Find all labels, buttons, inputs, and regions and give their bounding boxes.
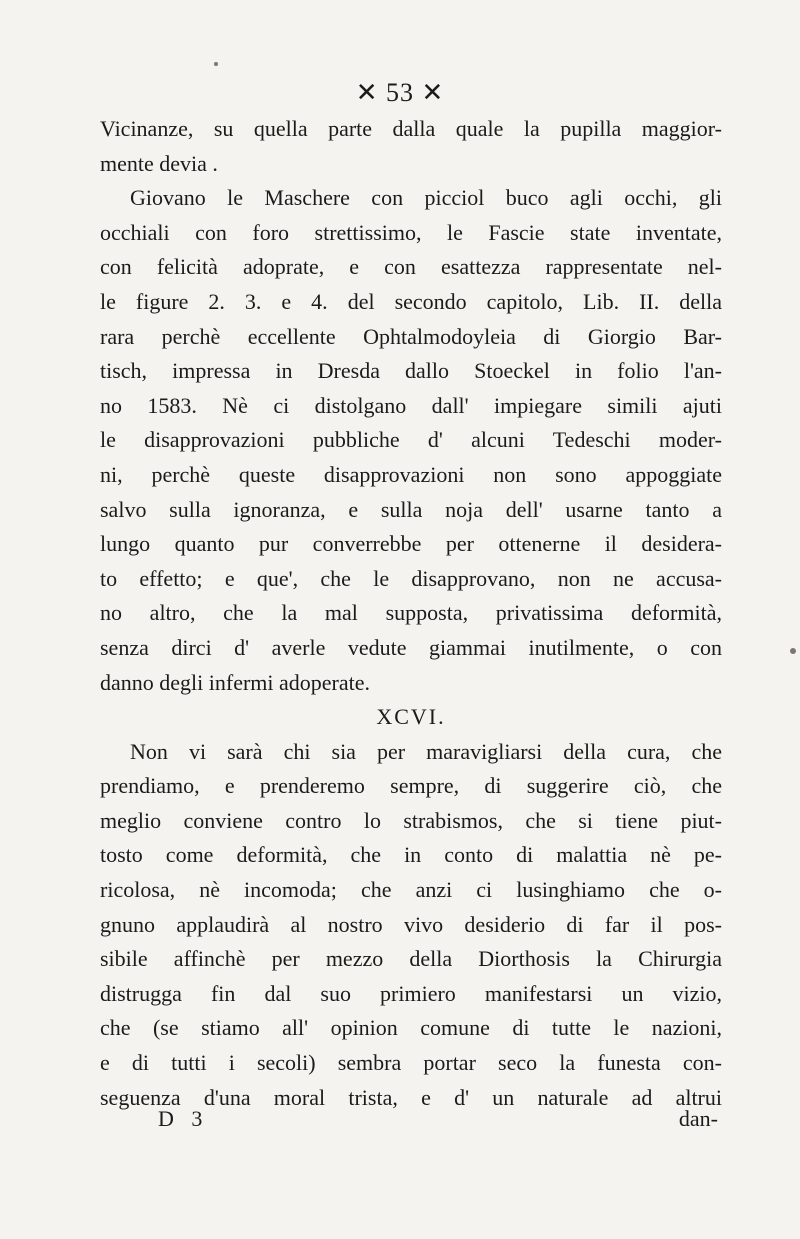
catchword: dan- <box>678 1106 718 1131</box>
text-line: ricolosa, nè incomoda; che anzi ci lusinghiamo che o- <box>100 877 722 903</box>
text-line: Giovano le Maschere con picciol buco agli occhi, gli <box>130 185 722 211</box>
text-line: le disapprovazioni pubbliche d' alcuni Tedeschi moder- <box>100 427 722 453</box>
text-line: rara perchè eccellente Ophtalmodoyleia di Giorgio Bar- <box>100 323 722 349</box>
text-line: occhiali con foro strettissimo, le Fascie state inventate, <box>100 219 722 245</box>
text-line: ni, perchè queste disapprovazioni non sono appoggiate <box>100 461 722 487</box>
text-line: salvo sulla ignoranza, e sulla noja dell' usarne tanto a <box>100 496 722 522</box>
text-line: sibile affinchè per mezzo della Diorthosis la Chirurgia <box>100 946 722 972</box>
text-line: danno degli infermi adoperate. <box>100 669 371 695</box>
text-line: Non vi sarà chi sia per maravigliarsi della cura, che <box>130 738 722 764</box>
text-line: tisch, impressa in Dresda dallo Stoeckel in folio l'an- <box>100 358 722 384</box>
text-line: distrugga fin dal suo primiero manifestarsi un vizio, <box>100 980 722 1006</box>
page-header: ✕ 53 ✕ <box>355 78 445 107</box>
paper-spot <box>214 62 218 66</box>
page-footer <box>100 1106 722 1140</box>
paper-spot <box>790 648 796 654</box>
text-line: gnuno applaudirà al nostro vivo desiderio di far il pos- <box>100 911 722 937</box>
text-line: le figure 2. 3. e 4. del secondo capitolo, Lib. II. della <box>100 288 722 314</box>
text-line: con felicità adoprate, e con esattezza rappresentate nel- <box>100 254 722 280</box>
text-line: no 1583. Nè ci distolgano dall' impiegare simili ajuti <box>100 392 722 418</box>
signature-mark: D 3 <box>158 1106 209 1131</box>
section-heading: XCVI. <box>376 704 446 730</box>
text-line: e di tutti i secoli) sembra portar seco la funesta con- <box>100 1050 722 1076</box>
body-text <box>100 112 722 1115</box>
text-line: lungo quanto pur converrebbe per ottenerne il desidera- <box>100 531 722 557</box>
text-line: che (se stiamo all' opinion comune di tutte le nazioni, <box>100 1015 722 1041</box>
text-line: mente devia . <box>100 150 218 176</box>
text-line: Vicinanze, su quella parte dalla quale la pupilla maggior- <box>100 116 722 141</box>
text-line: no altro, che la mal supposta, privatissima deformità, <box>100 600 722 626</box>
text-line: prendiamo, e prenderemo sempre, di suggerire ciò, che <box>100 773 722 799</box>
text-line: meglio conviene contro lo strabismos, che si tiene piut- <box>100 807 722 833</box>
text-line: seguenza d'una moral trista, e d' un naturale ad altrui <box>100 1084 722 1110</box>
text-line: tosto come deformità, che in conto di malattia nè pe- <box>100 842 722 868</box>
text-line: to effetto; e que', che le disapprovano, non ne accusa- <box>100 565 722 591</box>
text-line: senza dirci d' averle vedute giammai inutilmente, o con <box>100 634 722 660</box>
